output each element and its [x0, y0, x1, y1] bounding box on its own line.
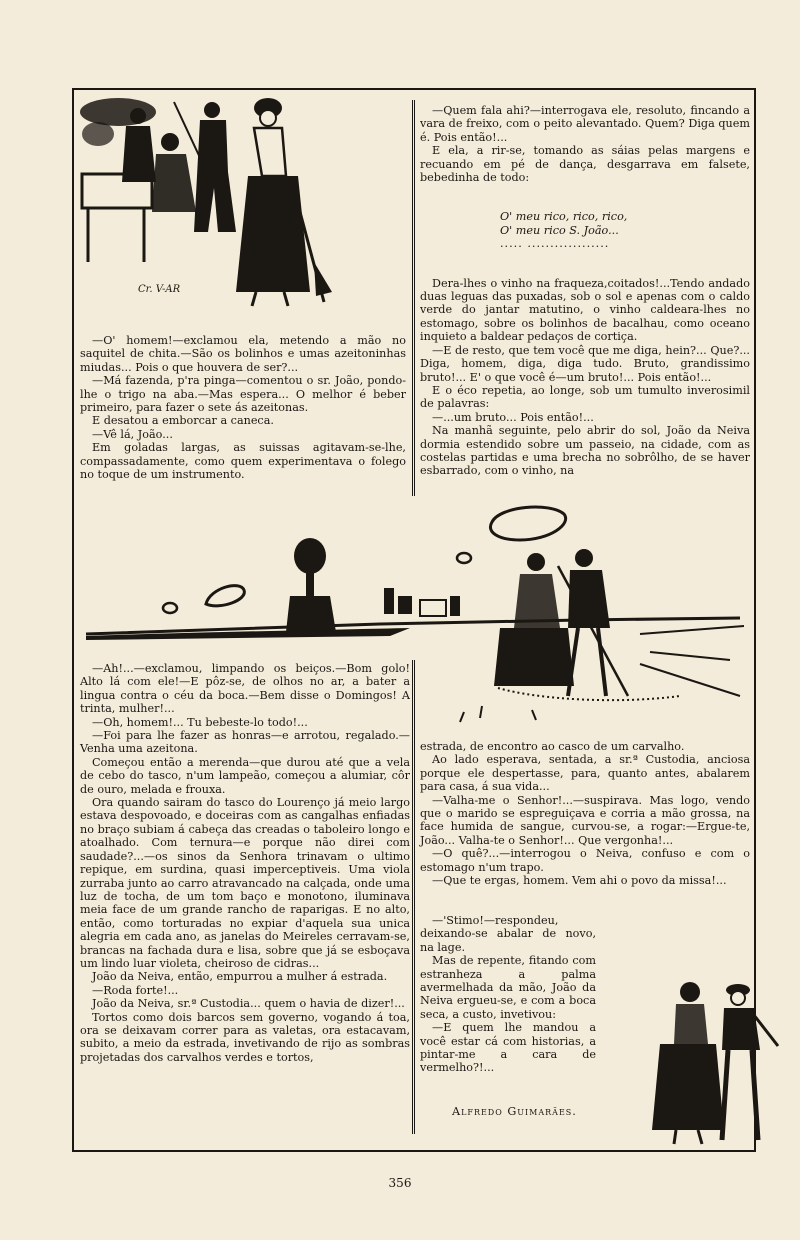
paragraph: Ao lado esperava, sentada, a sr.ª Custodia, anciosa porque ele despertasse, para, quanto antes, abalarem para casa, á sua vida...: [420, 753, 750, 794]
paragraph: E desatou a emborcar a caneca.: [92, 414, 274, 428]
verse-dots: ..... ..................: [500, 237, 610, 251]
paragraph: —Que te ergas, homem. Vem ahi o povo da missa!...: [432, 874, 727, 888]
cloud-shape: [490, 507, 565, 540]
article-col-1-right: [420, 104, 750, 478]
article-col-2-left: [80, 662, 410, 1064]
column-rule: [412, 660, 415, 1134]
standing-woman: [236, 98, 332, 306]
paragraph: estrada, de encontro ao casco de um carvalho.: [420, 740, 685, 753]
paragraph: Em goladas largas, as suissas agitavam-se-lhe, compassadamente, como quem experimentava o folego no toque de um instrumento.: [80, 441, 406, 482]
paragraph: Tortos como dois barcos sem governo, vogando á toa, ora se deixavam correr para as valetas, ora estacavam, subito, a meio da estrada, invetivando de rijo as sombras projetadas dos carvalhos verdes e tortos,: [80, 1010, 410, 1064]
illustration-couple: [646, 980, 786, 1150]
paragraph: Começou então a merenda—que durou até que a vela de cebo do tasco, n'um lampeão, começou a alumiar, côr de ouro, melada e frouxa.: [80, 755, 410, 796]
article-col-2-right: [420, 740, 750, 887]
author-signature: Alfredo Guimarães.: [452, 1104, 577, 1118]
artist-signature: Cr. V-AR: [138, 284, 181, 295]
article-col-2-right-narrow: [420, 914, 596, 1118]
seated-figures: [122, 102, 236, 232]
paragraph: —'Stimo!—respondeu, deixando-se abalar de novo, na lage.: [420, 914, 596, 954]
paragraph: —O' homem!—exclamou ela, metendo a mão no saquitel de chita.—São os bolinhos e umas azeitoninhas miudas... Pois o que houvera de ser?...: [80, 334, 406, 374]
paragraph: —...um bruto... Pois então!...: [432, 410, 594, 424]
paragraph: Mas de repente, fitando com estranheza a palma avermelhada da mão, João da Neiva ergueu-se, e com a boca seca, a custo, invetivou:: [420, 954, 596, 1021]
paragraph: —Oh, homem!... Tu bebeste-lo todo!...: [92, 715, 308, 729]
verse-line: O' meu rico S. João...: [500, 223, 619, 237]
paragraph: João da Neiva, então, empurrou a mulher á estrada.: [92, 970, 388, 984]
paragraph: Dera-lhes o vinho na fraqueza,coitados!...Tendo andado duas leguas das puxadas, sob o sol e apenas com o caldo verde do jantar matutino, o vinho caldeara-lhes no estomago, sobre os bolinhos de bacalhau, como oceano inquieto a baldear pedaços de cortiça.: [420, 276, 750, 344]
paragraph: —Roda forte!...: [92, 983, 179, 997]
village-shape: [384, 588, 460, 616]
paragraph: Ora quando sairam do tasco do Lourenço já meio largo estava despovoado, e doceiras com as cangalhas enfiadas no braço subiam á cabeça das creadas o taboleiro longo e atoalhado. Com ternura—e porque não direi com saudade?...—os sinos da Senhora trinavam o ultimo repique, em surdina, quasi imperceptiveis. Uma viola zurraba junto ao carro atravancado na calçada, onde uma luz de tocha, de um tom baço e monotono, iluminava meia face de um grande rancho de raparigas. E no alto, então, como torturadas no expiar d'aquela sua unica alegria em cada ano, as janelas do Meireles cerravam-se, brancas na fachada dura e lisa, sobre que já se esboçava um lindo luar violeta, cheiroso de cidras...: [80, 796, 410, 970]
tree-shape: [286, 538, 336, 632]
paragraph: E ela, a rir-se, tomando as sáias pelas margens e recuando em pé de dança, desgarrava em falsete, bebedinha de todo:: [420, 144, 750, 185]
paragraph: E o éco repetia, ao longe, sob um tumulto inverosimil de palavras:: [420, 383, 750, 411]
paragraph: —E quem lhe mandou a você estar cá com historias, a pintar-me a cara de vermelho?!...: [420, 1021, 596, 1075]
article-col-1-left: [80, 334, 406, 481]
paragraph: Na manhã seguinte, pelo abrir do sol, João da Neiva dormia estendido sobre um passeio, na cidade, com as costelas partidas e uma brecha no sobrôlho, de se haver esbarrado, com o vinho, na: [420, 424, 750, 478]
paragraph: —Valha-me o Senhor!...—suspirava. Mas logo, vendo que o marido se espreguiçava e corria a mão grossa, na face humida de sangue, curvou-se, a rogar:—Ergue-te, João... Valha-te o Senhor!... Que vergonha!...: [420, 793, 750, 847]
page-number: 356: [388, 1176, 412, 1190]
paragraph: —Foi para lhe fazer as honras—e arrotou, regalado.—Venha uma azeitona.: [80, 729, 410, 756]
paragraph: —O quê?...—interrogou o Neiva, confuso e com o estomago n'um trapo.: [420, 847, 750, 874]
paragraph: —Má fazenda, p'ra pinga—comentou o sr. João, pondo-lhe o trigo na aba.—Mas espera... O melhor é beber primeiro, para fazer o sete ás azeitonas.: [80, 374, 406, 415]
paragraph: —Vê lá, João...: [92, 427, 173, 441]
column-rule: [412, 100, 415, 496]
paragraph: —E de resto, que tem você que me diga, hein?... Que?... Diga, homem, diga, diga tudo. Bruto, grandissimo bruto!... E' o que você é—um bruto!... Pois então!...: [420, 343, 750, 384]
paragraph: João da Neiva, sr.ª Custodia... quem o havia de dizer!...: [92, 997, 405, 1011]
horizon-line: [86, 618, 740, 634]
illustration-tavern-scene: [78, 92, 414, 320]
verse-line: O' meu rico, rico, rico,: [500, 210, 628, 224]
paragraph: —Ah!...—exclamou, limpando os beiços.—Bom golo! Alto lá com ele!—E pôz-se, de olhos no ar, a bater a lingua contra o céu da boca.—Bem disse o Domingos! A trinta, mulher!...: [80, 662, 410, 716]
cloud-shape: [206, 586, 244, 606]
paragraph: —Quem fala ahi?—interrogava ele, resoluto, fincando a vara de freixo, com o peito alevantado. Quem? Diga quem é. Pois então!...: [420, 104, 750, 144]
